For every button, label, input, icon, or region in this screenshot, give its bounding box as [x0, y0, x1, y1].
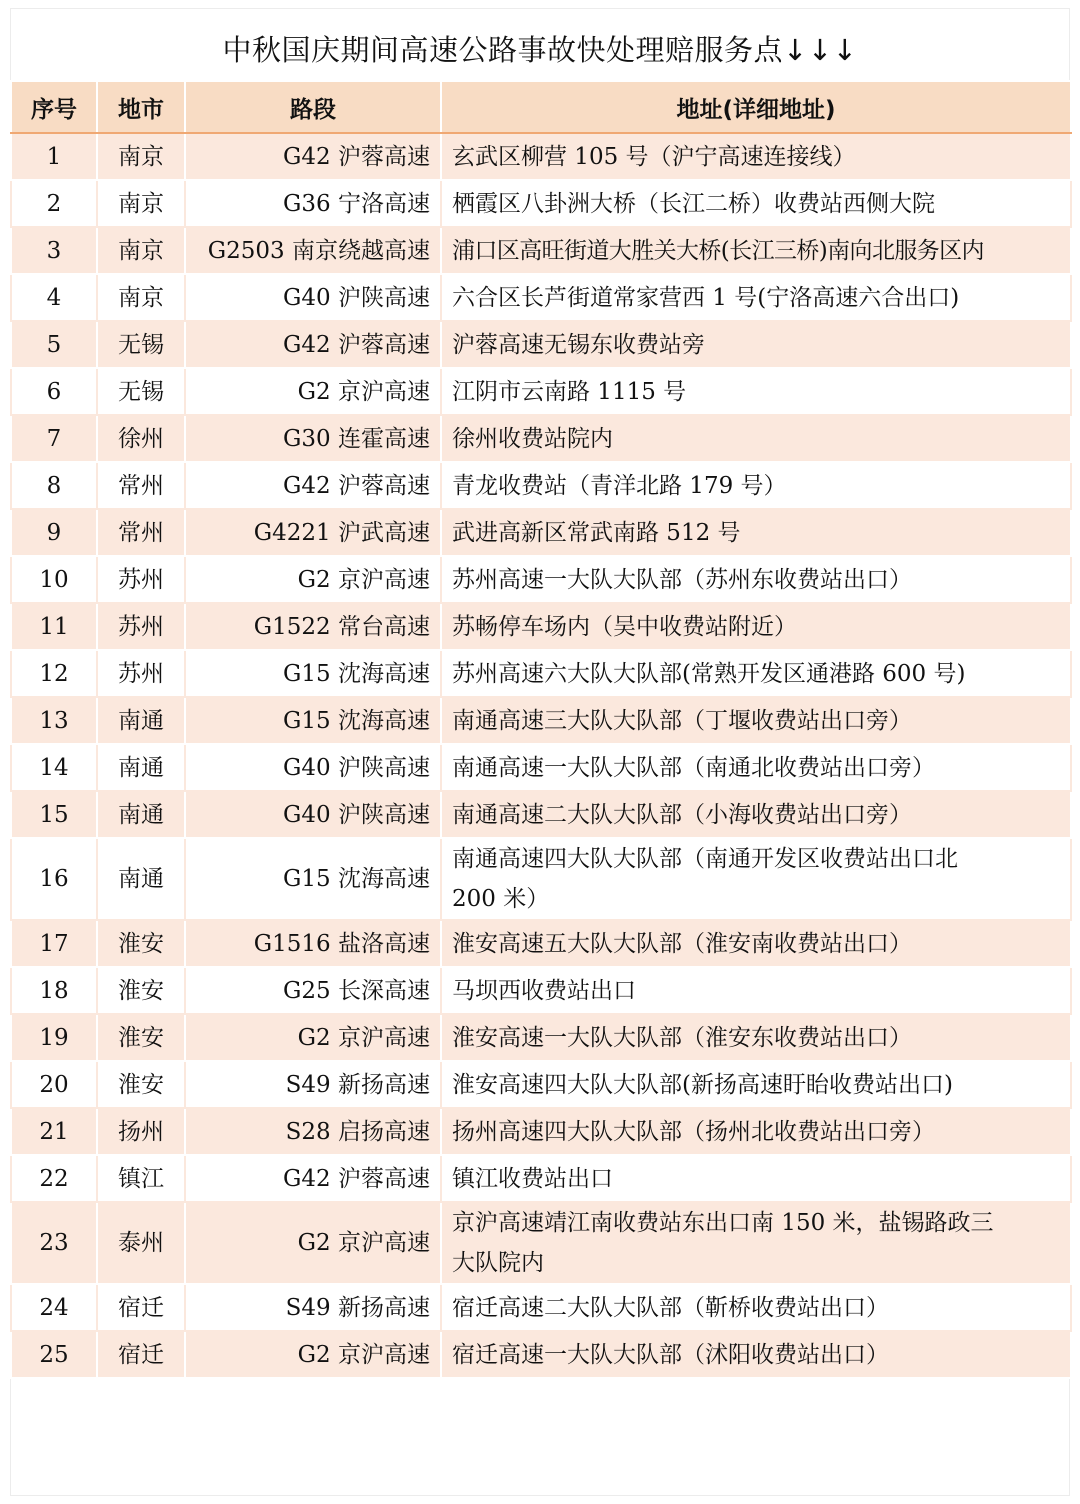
cell-address: 苏畅停车场内（吴中收费站附近） — [441, 603, 1071, 650]
address-line: 大队院内 — [452, 1250, 544, 1276]
cell-address: 马坝西收费站出口 — [441, 967, 1071, 1014]
cell-city: 常州 — [97, 509, 185, 556]
cell-road: G4221 沪武高速 — [185, 509, 441, 556]
cell-address: 徐州收费站院内 — [441, 415, 1071, 462]
cell-road: G40 沪陕高速 — [185, 791, 441, 838]
table-row — [11, 462, 1071, 509]
cell-city: 淮安 — [97, 967, 185, 1014]
table-header-row — [11, 81, 1071, 133]
cell-address: 武进高新区常武南路 512 号 — [441, 509, 1071, 556]
cell-address: 苏州高速六大队大队部(常熟开发区通港路 600 号) — [441, 650, 1071, 697]
cell-address: 淮安高速五大队大队部（淮安南收费站出口） — [441, 920, 1071, 967]
cell-city: 宿迁 — [97, 1284, 185, 1331]
table-row — [11, 509, 1071, 556]
table-row — [11, 1284, 1071, 1331]
cell-no: 10 — [11, 556, 97, 603]
cell-road: G2 京沪高速 — [185, 556, 441, 603]
header-road: 路段 — [185, 81, 441, 133]
cell-no: 17 — [11, 920, 97, 967]
cell-city: 淮安 — [97, 920, 185, 967]
address-line: 京沪高速靖江南收费站东出口南 150 米，盐锡路政三 — [452, 1210, 994, 1236]
cell-road: G15 沈海高速 — [185, 697, 441, 744]
cell-road: G2503 南京绕越高速 — [185, 227, 441, 274]
cell-city: 南京 — [97, 227, 185, 274]
cell-city: 苏州 — [97, 603, 185, 650]
cell-no: 7 — [11, 415, 97, 462]
cell-no: 8 — [11, 462, 97, 509]
cell-city: 南京 — [97, 274, 185, 321]
cell-no: 18 — [11, 967, 97, 1014]
table-row — [11, 180, 1071, 227]
table-row — [11, 1155, 1071, 1202]
cell-no: 1 — [11, 133, 97, 180]
cell-city: 苏州 — [97, 556, 185, 603]
cell-city: 淮安 — [97, 1061, 185, 1108]
cell-road: G40 沪陕高速 — [185, 744, 441, 791]
cell-address: 淮安高速一大队大队部（淮安东收费站出口） — [441, 1014, 1071, 1061]
table-row — [11, 697, 1071, 744]
table-row — [11, 1108, 1071, 1155]
table-row — [11, 1061, 1071, 1108]
cell-road: G42 沪蓉高速 — [185, 462, 441, 509]
cell-address: 青龙收费站（青洋北路 179 号） — [441, 462, 1071, 509]
cell-no: 24 — [11, 1284, 97, 1331]
cell-address — [441, 838, 1071, 920]
cell-road: G40 沪陕高速 — [185, 274, 441, 321]
table-row — [11, 1331, 1071, 1378]
cell-no: 5 — [11, 321, 97, 368]
cell-city: 南通 — [97, 791, 185, 838]
cell-address: 扬州高速四大队大队部（扬州北收费站出口旁） — [441, 1108, 1071, 1155]
cell-no: 2 — [11, 180, 97, 227]
cell-address: 浦口区高旺街道大胜关大桥(长江三桥)南向北服务区内 — [441, 227, 1071, 274]
table-row — [11, 321, 1071, 368]
cell-no: 6 — [11, 368, 97, 415]
cell-no: 23 — [11, 1202, 97, 1284]
cell-address: 淮安高速四大队大队部(新扬高速盱眙收费站出口) — [441, 1061, 1071, 1108]
table-row — [11, 603, 1071, 650]
cell-road: G2 京沪高速 — [185, 1014, 441, 1061]
table-row — [11, 791, 1071, 838]
cell-city: 宿迁 — [97, 1331, 185, 1378]
cell-road: G15 沈海高速 — [185, 650, 441, 697]
cell-city: 无锡 — [97, 368, 185, 415]
cell-city: 南通 — [97, 697, 185, 744]
cell-address: 栖霞区八卦洲大桥（长江二桥）收费站西侧大院 — [441, 180, 1071, 227]
header-no: 序号 — [11, 81, 97, 133]
table-row — [11, 920, 1071, 967]
table-row — [11, 967, 1071, 1014]
cell-city: 徐州 — [97, 415, 185, 462]
cell-road: G30 连霍高速 — [185, 415, 441, 462]
cell-no: 14 — [11, 744, 97, 791]
cell-city: 镇江 — [97, 1155, 185, 1202]
cell-road: G2 京沪高速 — [185, 1331, 441, 1378]
cell-address: 江阴市云南路 1115 号 — [441, 368, 1071, 415]
cell-city: 南通 — [97, 744, 185, 791]
cell-city: 常州 — [97, 462, 185, 509]
address-line: 南通高速四大队大队部（南通开发区收费站出口北 — [452, 846, 958, 872]
cell-no: 19 — [11, 1014, 97, 1061]
cell-road: G36 宁洛高速 — [185, 180, 441, 227]
cell-no: 11 — [11, 603, 97, 650]
cell-address: 宿迁高速一大队大队部（沭阳收费站出口） — [441, 1331, 1071, 1378]
cell-address: 宿迁高速二大队大队部（靳桥收费站出口） — [441, 1284, 1071, 1331]
cell-city: 苏州 — [97, 650, 185, 697]
table-row — [11, 744, 1071, 791]
cell-address: 南通高速二大队大队部（小海收费站出口旁） — [441, 791, 1071, 838]
cell-road: G1522 常台高速 — [185, 603, 441, 650]
cell-road: S49 新扬高速 — [185, 1061, 441, 1108]
cell-no: 4 — [11, 274, 97, 321]
cell-no: 3 — [11, 227, 97, 274]
cell-road: G1516 盐洛高速 — [185, 920, 441, 967]
cell-road: G42 沪蓉高速 — [185, 133, 441, 180]
cell-address — [441, 1202, 1071, 1284]
table-row — [11, 838, 1071, 920]
cell-road: G25 长深高速 — [185, 967, 441, 1014]
cell-road: S28 启扬高速 — [185, 1108, 441, 1155]
cell-road: G42 沪蓉高速 — [185, 321, 441, 368]
cell-city: 泰州 — [97, 1202, 185, 1284]
cell-no: 13 — [11, 697, 97, 744]
table-row — [11, 227, 1071, 274]
cell-address: 南通高速三大队大队部（丁堰收费站出口旁） — [441, 697, 1071, 744]
cell-road: G2 京沪高速 — [185, 1202, 441, 1284]
cell-road: G42 沪蓉高速 — [185, 1155, 441, 1202]
cell-city: 无锡 — [97, 321, 185, 368]
cell-city: 扬州 — [97, 1108, 185, 1155]
cell-no: 12 — [11, 650, 97, 697]
cell-address: 沪蓉高速无锡东收费站旁 — [441, 321, 1071, 368]
cell-address: 玄武区柳营 105 号（沪宁高速连接线） — [441, 133, 1071, 180]
table-row — [11, 556, 1071, 603]
cell-address: 六合区长芦街道常家营西 1 号(宁洛高速六合出口) — [441, 274, 1071, 321]
cell-no: 20 — [11, 1061, 97, 1108]
cell-city: 南京 — [97, 180, 185, 227]
cell-road: G2 京沪高速 — [185, 368, 441, 415]
table-row — [11, 368, 1071, 415]
cell-city: 南通 — [97, 838, 185, 920]
cell-no: 21 — [11, 1108, 97, 1155]
page-title: 中秋国庆期间高速公路事故快处理赔服务点↓↓↓ — [222, 33, 858, 67]
cell-city: 淮安 — [97, 1014, 185, 1061]
cell-address: 苏州高速一大队大队部（苏州东收费站出口） — [441, 556, 1071, 603]
header-city: 地市 — [97, 81, 185, 133]
cell-no: 25 — [11, 1331, 97, 1378]
service-point-table — [10, 80, 1072, 1379]
table-row — [11, 650, 1071, 697]
table-row — [11, 1014, 1071, 1061]
cell-no: 9 — [11, 509, 97, 556]
cell-road: G15 沈海高速 — [185, 838, 441, 920]
table-row — [11, 1202, 1071, 1284]
table-row — [11, 415, 1071, 462]
cell-no: 22 — [11, 1155, 97, 1202]
table-row — [11, 274, 1071, 321]
cell-city: 南京 — [97, 133, 185, 180]
cell-no: 15 — [11, 791, 97, 838]
header-address: 地址(详细地址) — [441, 81, 1071, 133]
table-row — [11, 133, 1071, 180]
cell-no: 16 — [11, 838, 97, 920]
cell-address: 南通高速一大队大队部（南通北收费站出口旁） — [441, 744, 1071, 791]
cell-road: S49 新扬高速 — [185, 1284, 441, 1331]
address-line: 200 米） — [452, 886, 550, 912]
cell-address: 镇江收费站出口 — [441, 1155, 1071, 1202]
